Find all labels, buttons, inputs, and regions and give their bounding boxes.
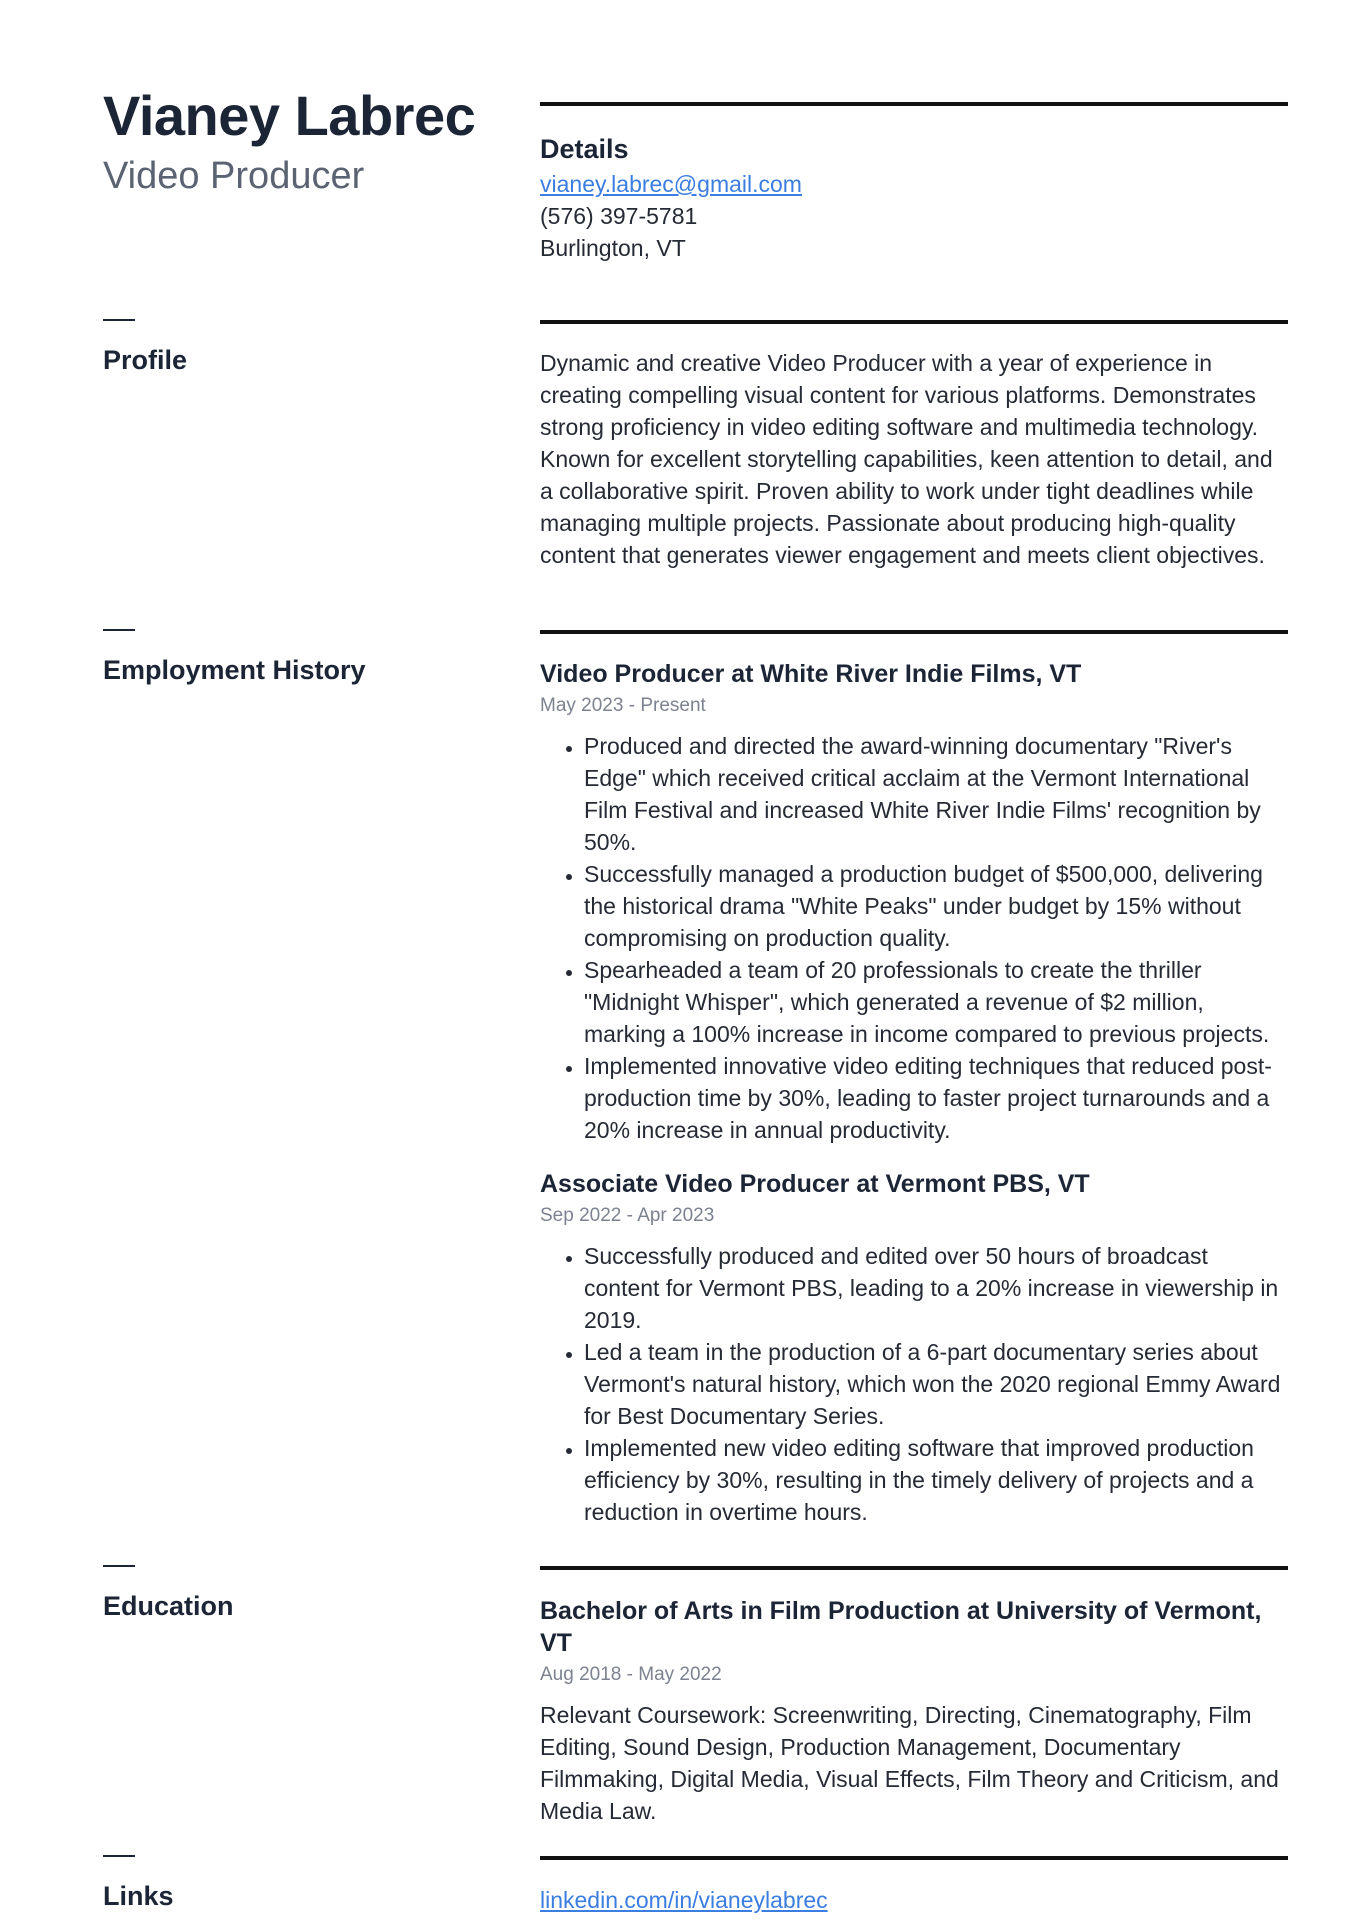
location: Burlington, VT bbox=[540, 235, 686, 261]
profile-divider bbox=[540, 320, 1288, 324]
profile-section bbox=[540, 347, 1288, 571]
education-dash bbox=[103, 1565, 135, 1567]
job-bullets bbox=[540, 1240, 1288, 1528]
phone-number: (576) 397-5781 bbox=[540, 203, 698, 229]
job-entry bbox=[540, 658, 1288, 1146]
details-block bbox=[540, 132, 1288, 264]
job-bullet: • Spearheaded a team of 20 professionals to create the thriller "Midnight Whisper", which generated a revenue of $2 million, marking a 100% increase in income compared to previous projects. bbox=[584, 954, 1288, 1050]
details-divider bbox=[540, 102, 1288, 106]
profile-label: Profile bbox=[103, 345, 188, 375]
job-bullet: • Led a team in the production of a 6-part documentary series about Vermont's natural history, which won the 2020 regional Emmy Award for Best Documentary Series. bbox=[584, 1336, 1288, 1432]
employment-dash bbox=[103, 629, 135, 631]
job-bullet: • Implemented new video editing software that improved production efficiency by 30%, resulting in the timely delivery of projects and a reduction in overtime hours. bbox=[584, 1432, 1288, 1528]
education-section bbox=[540, 1595, 1288, 1827]
job-bullet: • Produced and directed the award-winning documentary "River's Edge" which received critical acclaim at the Vermont International Film Festival and increased White River Indie Films' recognition by 50%. bbox=[584, 730, 1288, 858]
links-section bbox=[540, 1884, 1288, 1916]
links-dash bbox=[103, 1855, 135, 1857]
job-bullet: • Successfully managed a production budget of $500,000, delivering the historical drama "White Peaks" under budget by 15% without compromising on production quality. bbox=[584, 858, 1288, 954]
degree-title: Bachelor of Arts in Film Production at University of Vermont, VT bbox=[540, 1597, 1262, 1657]
job-dates: May 2023 - Present bbox=[540, 695, 706, 716]
employment-label: Employment History bbox=[103, 655, 366, 685]
education-dates: Aug 2018 - May 2022 bbox=[540, 1664, 722, 1685]
job-title: Associate Video Producer at Vermont PBS, VT bbox=[540, 1170, 1090, 1198]
profile-summary: Dynamic and creative Video Producer with a year of experience in creating compelling visual content for various platforms. Demonstrates strong proficiency in video editing software and multimedia technology. Known for excellent storytelling capabilities, keen attention to detail, and a collaborative spirit. Proven ability to work under tight deadlines while managing multiple projects. Passionate about producing high-quality content that generates viewer engagement and meets client objectives. bbox=[540, 350, 1273, 568]
candidate-name: Vianey Labrec bbox=[103, 84, 476, 147]
links-divider bbox=[540, 1856, 1288, 1860]
education-divider bbox=[540, 1566, 1288, 1570]
job-dates: Sep 2022 - Apr 2023 bbox=[540, 1205, 715, 1226]
coursework: Relevant Coursework: Screenwriting, Directing, Cinematography, Film Editing, Sound Design, Production Management, Documentary Filmmaking, Digital Media, Visual Effects, Film Theory and Criticism, and Media Law. bbox=[540, 1702, 1279, 1824]
job-bullet: • Implemented innovative video editing techniques that reduced post-production time by 30%, leading to faster project turnarounds and a 20% increase in annual productivity. bbox=[584, 1050, 1288, 1146]
links-label: Links bbox=[103, 1881, 174, 1911]
employment-section bbox=[540, 658, 1288, 1550]
job-bullets bbox=[540, 730, 1288, 1146]
email-link[interactable]: vianey.labrec@gmail.com bbox=[540, 171, 802, 197]
job-bullet: • Successfully produced and edited over 50 hours of broadcast content for Vermont PBS, leading to a 20% increase in viewership in 2019. bbox=[584, 1240, 1288, 1336]
profile-dash bbox=[103, 319, 135, 321]
candidate-job-title: Video Producer bbox=[103, 155, 365, 197]
details-heading: Details bbox=[540, 134, 629, 164]
education-label: Education bbox=[103, 1591, 234, 1621]
employment-divider bbox=[540, 630, 1288, 634]
linkedin-link[interactable]: linkedin.com/in/vianeylabrec bbox=[540, 1887, 828, 1913]
job-entry bbox=[540, 1168, 1288, 1528]
job-title: Video Producer at White River Indie Films, VT bbox=[540, 660, 1082, 688]
